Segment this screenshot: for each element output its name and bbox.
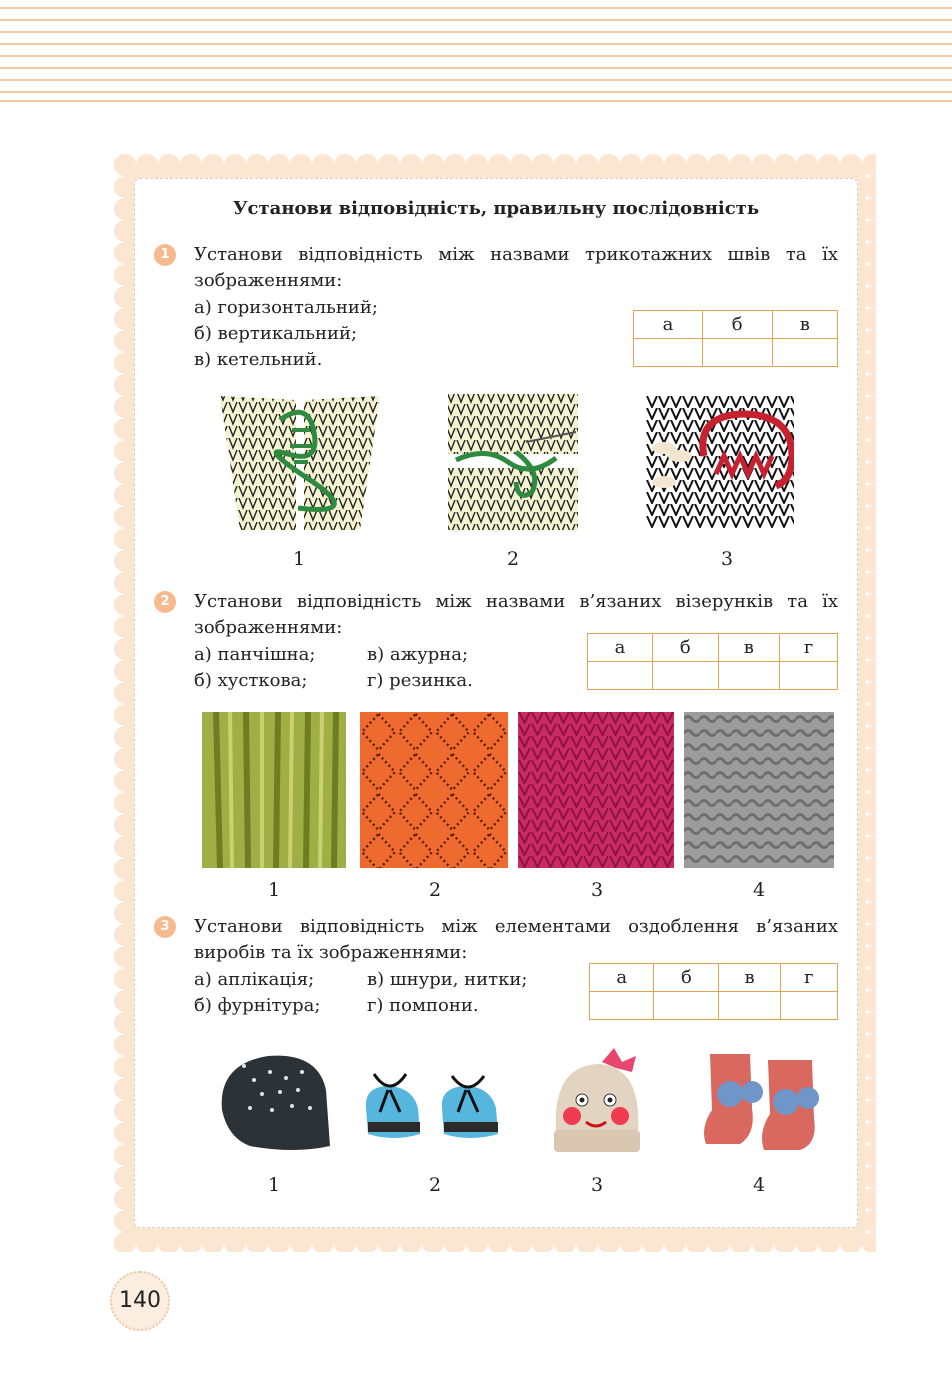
answer-header: а [588,634,653,662]
item-label-4: 4 [752,1174,766,1196]
task-3-option-c: в) шнури, нитки; [367,969,528,990]
pattern-label-2: 2 [428,879,442,901]
page-number: 140 [110,1271,170,1331]
answer-cell[interactable] [634,339,703,367]
answer-cell[interactable] [772,339,837,367]
task-3-option-a: а) аплікація; [194,969,315,990]
answer-cell[interactable] [702,339,772,367]
header-ruled-lines [0,0,952,104]
task-3-number: 3 [154,916,176,938]
pattern-label-1: 1 [267,879,281,901]
beanie-with-rhinestones-image [214,1050,332,1154]
answer-header: в [719,964,780,992]
task-1-option-b: б) вертикальний; [194,323,358,344]
answer-header: в [772,311,837,339]
task-2-option-a: а) панчішна; [194,644,316,665]
pattern-image-2 [360,712,508,868]
answer-cell[interactable] [654,992,719,1020]
answer-cell[interactable] [719,992,780,1020]
task-1-text: Установи відповідність між назвами трикотажних швів та їх зображеннями: [194,244,838,291]
task-2-number: 2 [154,591,176,613]
pattern-image-3 [518,712,674,868]
answer-header: в [718,634,780,662]
hat-with-face-applique-image [552,1046,642,1154]
answer-header: б [652,634,718,662]
task-3-option-b: б) фурнітура; [194,995,321,1016]
seam-label-3: 3 [720,548,734,570]
task-1-number: 1 [154,244,176,266]
task-2-option-d: г) резинка. [367,670,473,691]
pattern-image-1 [202,712,346,868]
booties-with-pompons-image [700,1048,824,1154]
task-1-answer-table [633,310,838,367]
task-1-option-a: а) горизонтальний; [194,297,378,318]
answer-header: а [590,964,654,992]
task-2-answer-table [587,633,838,690]
task-2-option-b: б) хусткова; [194,670,308,691]
task-3-option-d: г) помпони. [367,995,479,1016]
answer-cell[interactable] [652,662,718,690]
task-1-option-c: в) кетельний. [194,349,323,370]
task-2-text: Установи відповідність між назвами в’язаних візерунків та їх зображеннями: [194,591,838,638]
pattern-label-3: 3 [590,879,604,901]
page-heading: Установи відповідність, правильну послідовність [232,198,760,219]
item-label-1: 1 [267,1174,281,1196]
answer-header: г [780,964,837,992]
seam-label-2: 2 [506,548,520,570]
answer-header: г [780,634,838,662]
baby-booties-with-laces-image [360,1068,512,1144]
answer-header: а [634,311,703,339]
seam-label-1: 1 [292,548,306,570]
item-label-3: 3 [590,1174,604,1196]
task-2-option-c: в) ажурна; [367,644,469,665]
task-3-answer-table [589,963,838,1020]
seam-image-2 [446,392,580,532]
answer-cell[interactable] [588,662,653,690]
task-3-text: Установи відповідність між елементами оздоблення в’язаних виробів та їх зображеннями: [194,916,838,963]
seam-image-3 [646,396,794,528]
answer-header: б [654,964,719,992]
answer-cell[interactable] [718,662,780,690]
seam-image-1 [218,390,382,532]
item-label-2: 2 [428,1174,442,1196]
answer-cell[interactable] [780,992,837,1020]
answer-cell[interactable] [780,662,838,690]
answer-cell[interactable] [590,992,654,1020]
answer-header: б [702,311,772,339]
pattern-label-4: 4 [752,879,766,901]
pattern-image-4 [684,712,834,868]
